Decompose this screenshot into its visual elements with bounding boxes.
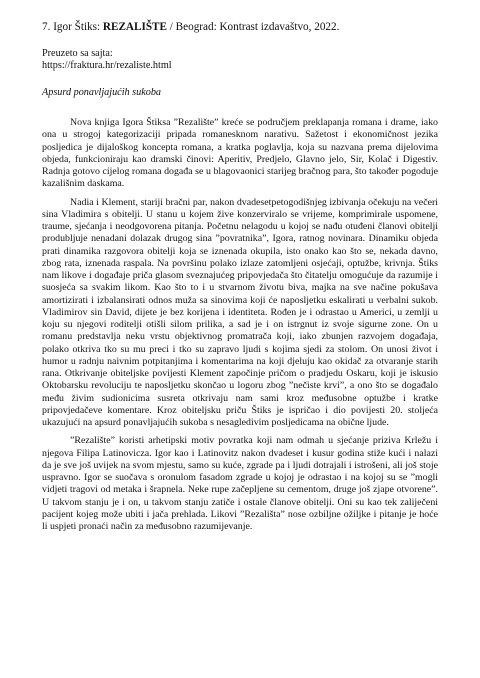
heading-prefix: 7. Igor Štiks: <box>42 21 103 33</box>
source-label: Preuzeto sa sajta: <box>42 48 113 59</box>
heading-suffix: / Beograd: Kontrast izdavaštvo, 2022. <box>166 21 340 33</box>
book-title: REZALIŠTE <box>102 21 167 33</box>
source-url: https://fraktura.hr/rezaliste.html <box>42 60 172 72</box>
paragraph-2: Nadia i Klement, stariji bračni par, nakon dvadesetpetogodišnjeg izbivanja očekuju na večeri sina Vladimira s obitelji. U stanu u kojem žive konzerviralo se vrijeme, komprimirale uspomene, traume, sjećanja i neodgovorena pitanja. Početnu nelagodu u kojoj se nađu otuđeni članovi obitelji produbljuje nenadani dolazak drugog sina ”povratnika”, Igora, ratnog novinara. Dinamiku objeda prati dinamika razgovora obitelji koja se iznenada okupila, isto onako kao što se, nekada davno, zbog rata, iznenada raspala. Na površinu polako izlaze zatomljeni osjećaji, optužbe, krivnja. Štiks nam likove i događaje priča glasom sveznajućeg pripovjedača što čitatelju omogućuje da razumije i suosjeća sa svakim likom. Kao što to i u stvarnom životu biva, majka na sve načine pokušava amortizirati i izbalansirati odnos muža sa sinovima koji će naposljetku eskalirati u verbalni sukob. Vladimirov sin David, dijete je bez korijena i identiteta. Rođen je i odrastao u Americi, u zemlji u koju su njegovi roditelji otišli silom prilika, a sad je i on istrgnut iz svoje sigurne zone. On u romanu predstavlja neku vrstu objektivnog promatrača koji, iako zbunjen razvojem događaja, polako otkriva tko su mu preci i tko su zapravo ljudi s kojima sjedi za stolom. On unosi život i humor u radnju naivnim potpitanjima i komentarima na koji djeluju kao okidač za otvaranje starih rana. Otkrivanje obiteljske povijesti Klement započinje pričom o pradjedu Oskaru, koji je iskusio Oktobarsku revoluciju te naposljetku skončao u logoru zbog ”nečiste krvi”, a ono što se događalo među živim sudionicima susreta otkrivaju nam sami kroz međusobne optužbe i kratke pripovjedačeve komentare. Kroz obiteljsku priču Štiks je ispričao i dio povijesti 20. stoljeća ukazujući na apsurd ponavljajućih sukoba s nesagledivim posljedicama na obične ljude. <box>42 196 438 429</box>
source-block <box>42 48 438 73</box>
book-heading <box>42 20 438 34</box>
article-subtitle: Apsurd ponavljajućih sukoba <box>42 86 162 98</box>
paragraph-3: ”Rezalište” koristi arhetipski motiv povratka koji nam odmah u sjećanje priziva Krležu i njegova Filipa Latinovicza. Igor kao i Latinovitz nakon dvadeset i kusur godina stiže kući i nalazi da je sve još uvijek na svom mjestu, samo su kuće, zgrade pa i ljudi dotrajali i istrošeni, ali još stoje uspravno. Igor se suočava s oronulom fasadom zgrade u kojoj je odrastao i na kojoj su se ”mogli vidjeti tragovi od metaka i šrapnela. Neke rupe začepljene su cementom, druge još zjape otvorene”. U takvom stanju je i on, u takvom stanju zatiče i ostale članove obitelji. Oni su kao tek zaliječeni pacijent kojeg može ubiti i jača prehlada. Likovi ”Rezališta” nose ozbiljne ožiljke i pitanje je hoće li uspjeti pronaći način za međusobno razumijevanje. <box>42 435 438 533</box>
paragraph-1: Nova knjiga Igora Štiksa ”Rezalište” kreće se područjem preklapanja romana i drame, iako ona u strogoj kategorizaciji pripada romanesknom narativu. Sažetost i ekonomičnost jezika posljedica je dijaloškog koncepta romana, a kratka poglavlja, koja su nazvana prema dijelovima objeda, funkcioniraju kao dramski činovi: Aperitiv, Predjelo, Glavno jelo, Sir, Kolač i Digestiv. Radnja gotovo cijelog romana događa se u blagovaonici starijeg bračnog para, što također pogoduje kazališnim daskama. <box>42 117 438 190</box>
